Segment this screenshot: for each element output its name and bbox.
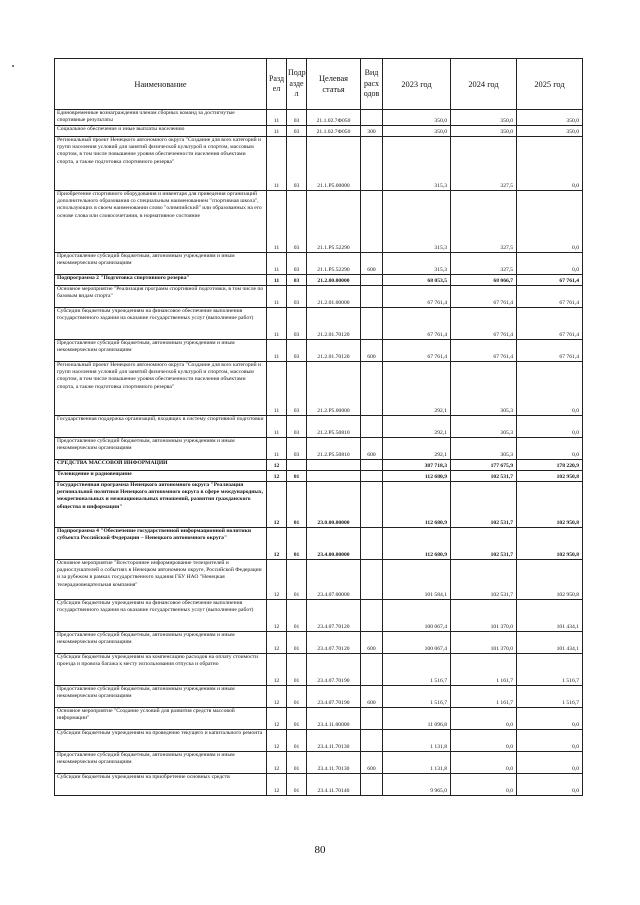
row-exp-type	[361, 600, 383, 632]
row-value-2023: 292,1	[383, 362, 451, 416]
row-exp-type	[361, 708, 383, 730]
row-target: 21.1.Р5.52290	[307, 253, 361, 275]
row-value-2024: 305,3	[451, 362, 517, 416]
row-target: 21.2.01.70120	[307, 340, 361, 362]
row-section: 12	[267, 686, 287, 708]
table-row	[55, 110, 583, 126]
table-row	[55, 632, 583, 654]
row-exp-type	[361, 654, 383, 686]
row-name: Основное мероприятие "Реализация программ спортивной подготовки, в том числе по базовым видам спорта"	[55, 286, 267, 308]
row-target: 21.1.02.7Ф050	[307, 110, 361, 126]
row-value-2024: 67 761,4	[451, 286, 517, 308]
row-name: Региональный проект Ненецкого автономного округа "Создание для всех категорий и групп населения условий для занятий физической культурой и спортом, массовым спортом, в том числе повышение уровня обеспеченности населения объектами спорта, а также подготовка спортивного резерва"	[55, 362, 267, 416]
row-target: 23.4.11.70140	[307, 774, 361, 796]
row-value-2025: 101 434,1	[517, 632, 583, 654]
table-row	[55, 340, 583, 362]
header-section: Разд ел	[267, 59, 287, 110]
row-name: Государственная поддержка организаций, входящих в систему спортивной подготовки	[55, 416, 267, 438]
row-subsection: 01	[287, 654, 307, 686]
row-value-2025: 0,0	[517, 253, 583, 275]
row-subsection: 01	[287, 774, 307, 796]
row-target: 21.2.Р5.50810	[307, 438, 361, 460]
row-target: 21.2.00.00000	[307, 275, 361, 286]
row-subsection: 03	[287, 110, 307, 126]
row-target: 21.1.Р5.52290	[307, 191, 361, 253]
row-exp-type: 600	[361, 632, 383, 654]
table-row	[55, 471, 583, 482]
row-target: 23.4.07.70120	[307, 600, 361, 632]
row-value-2023: 101 584,1	[383, 560, 451, 600]
row-subsection: 03	[287, 275, 307, 286]
table-header-row	[55, 59, 583, 110]
header-name: Наименование	[55, 59, 267, 110]
row-value-2025: 67 761,4	[517, 308, 583, 340]
table-row	[55, 308, 583, 340]
row-section: 12	[267, 654, 287, 686]
row-value-2025: 0,0	[517, 752, 583, 774]
row-section: 12	[267, 560, 287, 600]
row-target: 23.4.00.00000	[307, 528, 361, 560]
row-value-2023: 387 718,3	[383, 460, 451, 471]
row-value-2024: 327,5	[451, 253, 517, 275]
page-number: 80	[314, 844, 326, 856]
row-value-2025: 102 950,8	[517, 528, 583, 560]
header-exp-type: Вид расх одов	[361, 59, 383, 110]
row-subsection: 03	[287, 416, 307, 438]
row-name: Субсидии бюджетным учреждениям на финансовое обеспечение выполнения государственного задания на оказание государственных услуг (выполнение работ)	[55, 308, 267, 340]
row-value-2023: 1 516,7	[383, 654, 451, 686]
row-value-2025: 67 761,4	[517, 340, 583, 362]
row-name: Субсидии бюджетным учреждениям на финансовое обеспечение выполнения государственного задания на оказание государственных услуг (выполнение работ)	[55, 600, 267, 632]
row-value-2025: 102 950,8	[517, 482, 583, 528]
row-name: Субсидии бюджетным учреждениям на компенсацию расходов на оплату стоимости проезда и провоза багажа к месту использования отпуска и обратно	[55, 654, 267, 686]
row-section: 12	[267, 774, 287, 796]
row-exp-type	[361, 528, 383, 560]
row-value-2025: 101 434,1	[517, 600, 583, 632]
row-subsection: 01	[287, 730, 307, 752]
row-exp-type	[361, 137, 383, 191]
row-target: 23.4.07.70120	[307, 632, 361, 654]
row-value-2023: 11 096,8	[383, 708, 451, 730]
row-section: 12	[267, 730, 287, 752]
row-value-2025: 0,0	[517, 730, 583, 752]
table-row	[55, 137, 583, 191]
row-value-2024: 101 370,0	[451, 600, 517, 632]
row-value-2024: 1 161,7	[451, 654, 517, 686]
row-target: 21.1.02.7Ф050	[307, 126, 361, 137]
row-target: 23.4.11.70130	[307, 752, 361, 774]
table-body	[55, 110, 583, 796]
row-subsection: 01	[287, 528, 307, 560]
row-name: Субсидии бюджетным учреждениям на проведение текущего и капитального ремонта	[55, 730, 267, 752]
row-value-2023: 350,0	[383, 110, 451, 126]
row-value-2024: 102 531,7	[451, 560, 517, 600]
row-exp-type: 600	[361, 752, 383, 774]
row-exp-type	[361, 308, 383, 340]
table-row	[55, 275, 583, 286]
header-2023: 2023 год	[383, 59, 451, 110]
row-value-2024: 350,0	[451, 126, 517, 137]
row-value-2025: 102 950,8	[517, 471, 583, 482]
row-value-2023: 68 053,5	[383, 275, 451, 286]
table-row	[55, 600, 583, 632]
row-subsection: 03	[287, 308, 307, 340]
row-name: Приобретение спортивного оборудования и инвентаря для приведения организаций дополнительного образования со специальным наименованием "спортивная школа", использующих в своем наименовании слово "олимпийский" или образованных на его основе слова или словосочетания, в нормативное состояние	[55, 191, 267, 253]
row-subsection: 01	[287, 471, 307, 482]
row-section: 11	[267, 126, 287, 137]
row-subsection: 01	[287, 752, 307, 774]
row-section: 12	[267, 752, 287, 774]
row-subsection: 03	[287, 137, 307, 191]
row-value-2023: 112 680,9	[383, 471, 451, 482]
row-name: Государственная программа Ненецкого автономного округа "Реализация региональной политики Ненецкого автономного округа в сфере международных, межрегиональных и межнациональных отношений, развития гражданского общества и информации"	[55, 482, 267, 528]
row-section: 11	[267, 438, 287, 460]
row-section: 11	[267, 275, 287, 286]
row-section: 11	[267, 308, 287, 340]
row-target: 23.4.11.00000	[307, 708, 361, 730]
row-value-2025: 178 220,9	[517, 460, 583, 471]
row-target: 21.2.01.70120	[307, 308, 361, 340]
row-subsection: 03	[287, 438, 307, 460]
table-row	[55, 708, 583, 730]
table-row	[55, 560, 583, 600]
row-value-2025: 0,0	[517, 774, 583, 796]
row-subsection: 03	[287, 126, 307, 137]
row-exp-type: 600	[361, 438, 383, 460]
row-value-2025: 0,0	[517, 137, 583, 191]
row-section: 11	[267, 362, 287, 416]
row-value-2024: 0,0	[451, 730, 517, 752]
row-value-2024: 0,0	[451, 708, 517, 730]
row-value-2025: 67 761,4	[517, 275, 583, 286]
row-value-2023: 100 067,4	[383, 600, 451, 632]
table-row	[55, 253, 583, 275]
row-name: Единовременные вознаграждения членам сборных команд за достигнутые спортивные результаты	[55, 110, 267, 126]
row-section: 11	[267, 286, 287, 308]
row-value-2025: 0,0	[517, 362, 583, 416]
row-value-2024: 1 161,7	[451, 686, 517, 708]
table-row	[55, 654, 583, 686]
row-section: 12	[267, 471, 287, 482]
row-name: Предоставление субсидий бюджетным, автономным учреждениям и иным некоммерческим организациям	[55, 253, 267, 275]
row-exp-type: 600	[361, 686, 383, 708]
row-name: Основное мероприятие "Создание условий для развития средств массовой информации"	[55, 708, 267, 730]
row-value-2023: 112 680,9	[383, 482, 451, 528]
row-value-2023: 315,3	[383, 191, 451, 253]
row-name: Региональный проект Ненецкого автономного округа "Создание для всех категорий и групп населения условий для занятий физической культурой и спортом, массовым спортом, в том числе повышение уровня обеспеченности населения объектами спорта, а также подготовка спортивного резерва"	[55, 137, 267, 191]
row-target	[307, 460, 361, 471]
row-value-2024: 305,3	[451, 438, 517, 460]
row-target: 21.2.Р5.50810	[307, 416, 361, 438]
row-target: 23.4.11.70130	[307, 730, 361, 752]
row-exp-type	[361, 416, 383, 438]
row-value-2024: 67 761,4	[451, 340, 517, 362]
table-row	[55, 528, 583, 560]
row-value-2023: 9 965,0	[383, 774, 451, 796]
header-2025: 2025 год	[517, 59, 583, 110]
row-subsection: 01	[287, 560, 307, 600]
row-exp-type	[361, 774, 383, 796]
row-target: 23.0.00.00000	[307, 482, 361, 528]
row-subsection: 01	[287, 482, 307, 528]
row-section: 12	[267, 600, 287, 632]
row-section: 11	[267, 191, 287, 253]
row-name: Подпрограмма 2 "Подготовка спортивного резерва"	[55, 275, 267, 286]
row-exp-type	[361, 286, 383, 308]
row-value-2024: 102 531,7	[451, 471, 517, 482]
row-value-2023: 67 761,4	[383, 340, 451, 362]
row-exp-type	[361, 191, 383, 253]
row-exp-type	[361, 275, 383, 286]
row-value-2023: 67 761,4	[383, 308, 451, 340]
table-row	[55, 752, 583, 774]
row-section: 11	[267, 416, 287, 438]
table-row	[55, 686, 583, 708]
row-value-2024: 350,0	[451, 110, 517, 126]
row-exp-type	[361, 730, 383, 752]
row-value-2023: 67 761,4	[383, 286, 451, 308]
row-value-2024: 305,3	[451, 416, 517, 438]
table-row	[55, 460, 583, 471]
row-target: 21.2.01.00000	[307, 286, 361, 308]
row-subsection: 01	[287, 632, 307, 654]
table-row	[55, 438, 583, 460]
row-value-2024: 327,5	[451, 191, 517, 253]
row-value-2024: 101 370,0	[451, 632, 517, 654]
row-value-2025: 102 950,8	[517, 560, 583, 600]
row-section: 11	[267, 253, 287, 275]
row-target: 21.2.Р5.00000	[307, 362, 361, 416]
row-value-2024: 68 066,7	[451, 275, 517, 286]
header-target: Целевая статья	[307, 59, 361, 110]
row-subsection: 03	[287, 362, 307, 416]
row-value-2025: 0,0	[517, 708, 583, 730]
row-target: 21.1.Р5.00000	[307, 137, 361, 191]
row-value-2025: 0,0	[517, 191, 583, 253]
row-exp-type	[361, 560, 383, 600]
row-target: 23.4.07.70190	[307, 654, 361, 686]
row-name: Предоставление субсидий бюджетным, автономным учреждениям и иным некоммерческим организациям	[55, 340, 267, 362]
row-name: Предоставление субсидий бюджетным, автономным учреждениям и иным некоммерческим организациям	[55, 686, 267, 708]
table-row	[55, 482, 583, 528]
row-subsection: 03	[287, 286, 307, 308]
row-name: Социальное обеспечение и иные выплаты населению	[55, 126, 267, 137]
row-exp-type	[361, 471, 383, 482]
table-row	[55, 730, 583, 752]
row-value-2025: 0,0	[517, 438, 583, 460]
row-name: СРЕДСТВА МАССОВОЙ ИНФОРМАЦИИ	[55, 460, 267, 471]
row-exp-type	[361, 110, 383, 126]
row-value-2024: 327,5	[451, 137, 517, 191]
row-name: Предоставление субсидий бюджетным, автономным учреждениям и иным некоммерческим организациям	[55, 752, 267, 774]
row-subsection: 01	[287, 708, 307, 730]
scan-mark	[12, 65, 14, 67]
row-exp-type	[361, 460, 383, 471]
table-row	[55, 191, 583, 253]
row-subsection: 03	[287, 253, 307, 275]
row-section: 12	[267, 482, 287, 528]
row-value-2023: 350,0	[383, 126, 451, 137]
row-value-2024: 0,0	[451, 752, 517, 774]
row-exp-type	[361, 362, 383, 416]
row-exp-type: 300	[361, 126, 383, 137]
row-value-2024: 102 531,7	[451, 528, 517, 560]
row-section: 12	[267, 528, 287, 560]
row-subsection: 03	[287, 191, 307, 253]
row-value-2025: 350,0	[517, 126, 583, 137]
row-subsection: 01	[287, 686, 307, 708]
table-row	[55, 416, 583, 438]
row-target	[307, 471, 361, 482]
row-section: 12	[267, 708, 287, 730]
budget-table	[54, 58, 583, 796]
header-subsection: Подр азде л	[287, 59, 307, 110]
row-exp-type: 600	[361, 340, 383, 362]
row-value-2025: 67 761,4	[517, 286, 583, 308]
row-value-2025: 0,0	[517, 416, 583, 438]
row-value-2023: 100 067,4	[383, 632, 451, 654]
row-name: Субсидии бюджетным учреждениям на приобретение основных средств	[55, 774, 267, 796]
row-value-2023: 1 516,7	[383, 686, 451, 708]
row-target: 23.4.07.00000	[307, 560, 361, 600]
row-subsection: 01	[287, 600, 307, 632]
row-value-2024: 0,0	[451, 774, 517, 796]
row-exp-type	[361, 482, 383, 528]
row-value-2023: 315,3	[383, 137, 451, 191]
row-name: Основное мероприятие "Всестороннее информирование телезрителей и радиослушателей о событиях в Ненецком автономном округе, Российской Федерации и за рубежом в рамках государственного задания ГБУ НАО "Ненецкая телерадиовещательная компания"	[55, 560, 267, 600]
row-exp-type: 600	[361, 253, 383, 275]
row-value-2023: 292,1	[383, 438, 451, 460]
table-row	[55, 362, 583, 416]
row-value-2023: 1 131,8	[383, 752, 451, 774]
row-section: 11	[267, 110, 287, 126]
row-value-2025: 350,0	[517, 110, 583, 126]
row-section: 11	[267, 137, 287, 191]
row-name: Подпрограмма 4 "Обеспечение государственной информационной политики субъекта Российской Федерации – Ненецкого автономного округа"	[55, 528, 267, 560]
row-section: 12	[267, 632, 287, 654]
row-value-2023: 1 131,8	[383, 730, 451, 752]
table-row	[55, 774, 583, 796]
row-value-2024: 177 675,9	[451, 460, 517, 471]
row-value-2023: 112 680,9	[383, 528, 451, 560]
row-section: 12	[267, 460, 287, 471]
row-target: 23.4.07.70190	[307, 686, 361, 708]
table-row	[55, 286, 583, 308]
row-value-2025: 1 516,7	[517, 654, 583, 686]
row-value-2024: 102 531,7	[451, 482, 517, 528]
row-name: Предоставление субсидий бюджетным, автономным учреждениям и иным некоммерческим организациям	[55, 632, 267, 654]
row-section: 11	[267, 340, 287, 362]
row-value-2023: 292,1	[383, 416, 451, 438]
row-value-2023: 315,3	[383, 253, 451, 275]
header-2024: 2024 год	[451, 59, 517, 110]
row-subsection: 03	[287, 340, 307, 362]
row-value-2024: 67 761,4	[451, 308, 517, 340]
row-subsection	[287, 460, 307, 471]
row-name: Предоставление субсидий бюджетным, автономным учреждениям и иным некоммерческим организациям	[55, 438, 267, 460]
row-name: Телевидение и радиовещание	[55, 471, 267, 482]
row-value-2025: 1 516,7	[517, 686, 583, 708]
table-row	[55, 126, 583, 137]
